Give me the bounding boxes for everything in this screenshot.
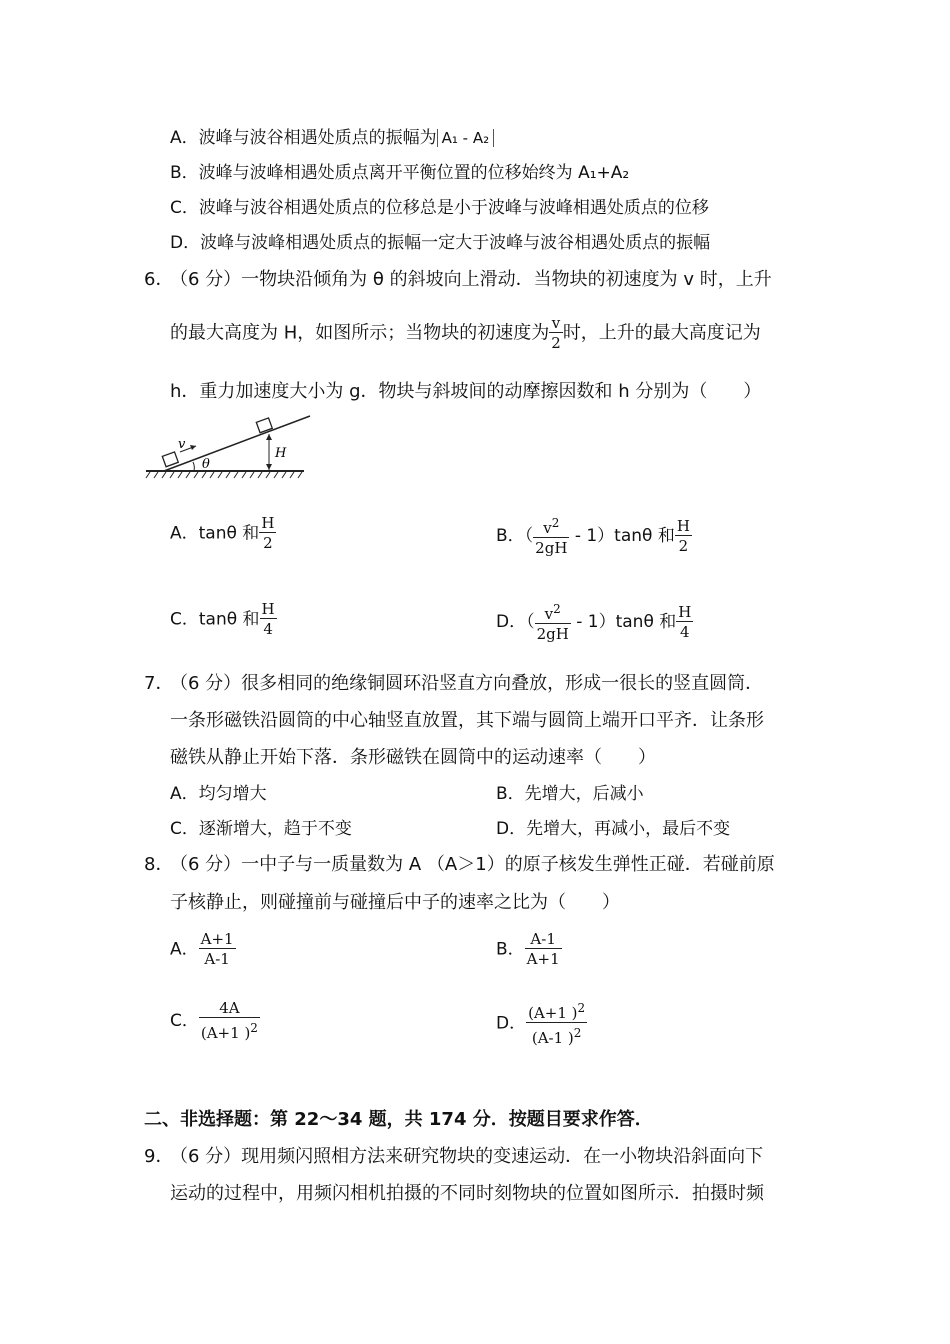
incline-figure [142, 412, 312, 482]
angle-label: θ [202, 457, 210, 472]
v: v [544, 605, 554, 623]
fraction [526, 999, 587, 1048]
text: 时，上升的最大高度记为 [562, 322, 761, 344]
numerator: H [261, 514, 275, 532]
q9-line-1: （6 分）现用频闪照相方法来研究物块的变速运动．在一小物块沿斜面向下 [170, 1146, 764, 1167]
q8-option-c [170, 999, 260, 1043]
q6-option-d [496, 600, 693, 644]
numerator [535, 600, 571, 624]
q7-line-2: 一条形磁铁沿圆筒的中心轴竖直放置，其下端与圆筒上端开口平齐．让条形 [170, 710, 764, 731]
numerator: 4A [199, 999, 260, 1018]
option-text: tanθ 和 [198, 523, 260, 544]
option-label: A． [170, 523, 199, 544]
numerator: H [261, 600, 275, 618]
paren: （ [524, 526, 534, 546]
incline-line [164, 416, 310, 471]
section-2-title: 二、非选择题：第 22～34 题，共 174 分．按题目要求作答． [144, 1109, 653, 1130]
exponent: 2 [250, 1021, 258, 1035]
option-label: C． [170, 198, 199, 218]
q9-number: 9． [144, 1146, 174, 1167]
q6-option-b [496, 514, 692, 558]
q7-option-d: D．先增大，再减小，最后不变 [496, 819, 731, 839]
option-text: 波峰与波峰相遇处质点的振幅一定大于波峰与波谷相遇处质点的振幅 [200, 233, 711, 253]
option-label: D． [496, 1013, 527, 1034]
fraction [675, 517, 692, 556]
q5-option-c [170, 196, 709, 220]
base: (A-1 ) [531, 1029, 574, 1047]
denominator: 4 [680, 622, 690, 641]
denominator: 4 [263, 620, 273, 638]
q8-option-a [170, 930, 236, 969]
text: 的最大高度为 H，如图所示；当物块的初速度为 [170, 322, 550, 344]
q7-line-3: 磁铁从静止开始下落．条形磁铁在圆筒中的运动速率（ ） [170, 747, 656, 768]
option-label: C． [170, 1011, 199, 1031]
option-label: B． [170, 163, 199, 183]
fraction [199, 930, 236, 969]
option-label: A． [170, 939, 199, 960]
q9-line-2: 运动的过程中，用频闪相机拍摄的不同时刻物块的位置如图所示．拍摄时频 [170, 1183, 764, 1204]
q5-option-a [170, 126, 494, 150]
q8-line-1: （6 分）一中子与一质量数为 A （A＞1）的原子核发生弹性正碰．若碰前原 [170, 854, 775, 875]
exponent: 2 [573, 1026, 582, 1040]
q8-line-2: 子核静止，则碰撞前与碰撞后中子的速率之比为（ ） [170, 892, 620, 913]
fraction [199, 999, 260, 1043]
fraction-v2-over-2gH [535, 600, 571, 644]
numerator: A-1 [525, 930, 562, 949]
base: (A+1 ) [528, 1004, 578, 1022]
q5-option-b [170, 161, 629, 185]
angle-arc [193, 462, 194, 471]
q8-option-b [496, 930, 562, 969]
q7-option-a: A．均匀增大 [170, 784, 267, 804]
q7-option-b: B．先增大，后减小 [496, 784, 644, 804]
denominator: 2 [263, 534, 273, 552]
exponent: 2 [551, 516, 560, 530]
paren: （ [526, 612, 535, 632]
option-label: B． [496, 526, 525, 546]
q6-option-a [170, 514, 276, 553]
option-text: 波峰与波谷相遇处质点的振幅为 [198, 128, 437, 148]
denominator: 2 [678, 536, 689, 555]
option-label: C． [170, 609, 199, 630]
numerator [533, 514, 569, 538]
height-arrow-bottom [266, 464, 272, 470]
option-label: B． [496, 939, 525, 960]
exponent: 2 [553, 602, 561, 616]
fraction [259, 514, 276, 553]
denominator: A-1 [204, 950, 230, 968]
fraction [525, 930, 562, 969]
denominator: 2gH [536, 625, 569, 643]
base: (A+1 ) [200, 1024, 251, 1042]
option-text: 波峰与波峰相遇处质点离开平衡位置的位移始终为 A₁+A₂ [198, 163, 630, 183]
q6-line-3: h．重力加速度大小为 g．物块与斜坡间的动摩擦因数和 h 分别为（ ） [170, 381, 762, 402]
denominator: 2gH [535, 539, 568, 557]
v: v [543, 519, 552, 537]
numerator [526, 999, 587, 1023]
q7-option-c: C．逐渐增大，趋于不变 [170, 819, 352, 839]
q6-number: 6． [144, 269, 174, 290]
option-text: - 1）tanθ 和 [576, 612, 677, 632]
velocity-label: v [178, 437, 186, 452]
q6-line-2 [170, 314, 761, 353]
option-label: A． [170, 128, 199, 148]
option-label: D． [496, 612, 527, 632]
fraction [676, 603, 693, 642]
block-bottom [162, 452, 178, 467]
denominator: A+1 [526, 950, 560, 968]
option-text: 波峰与波谷相遇处质点的位移总是小于波峰与波峰相遇处质点的位移 [198, 198, 709, 218]
numerator: v [549, 314, 563, 333]
option-label: D． [170, 233, 201, 253]
fraction [260, 600, 277, 639]
exponent: 2 [577, 1001, 586, 1015]
numerator: H [678, 602, 692, 621]
denominator [199, 1018, 260, 1043]
abs-value-expression: A₁ - A₂ [437, 129, 495, 147]
q5-option-d [170, 231, 710, 255]
numerator: A+1 [200, 930, 234, 948]
q6-option-c [170, 600, 277, 639]
q7-line-1: （6 分）很多相同的绝缘铜圆环沿竖直方向叠放，形成一很长的竖直圆筒． [170, 673, 764, 694]
option-text: tanθ 和 [198, 609, 260, 630]
q8-number: 8． [144, 854, 174, 875]
numerator: H [676, 516, 690, 535]
q8-option-d [496, 999, 587, 1048]
fraction-v-over-2 [549, 314, 563, 353]
option-text: - 1）tanθ 和 [574, 526, 675, 546]
fraction-v2-over-2gH [533, 514, 569, 558]
q6-line-1: （6 分）一物块沿倾角为 θ 的斜坡向上滑动．当物块的初速度为 v 时，上升 [170, 269, 772, 290]
denominator: 2 [551, 334, 561, 352]
ground-hatching [146, 472, 302, 478]
q7-number: 7． [144, 673, 174, 694]
denominator [526, 1023, 587, 1048]
height-label: H [275, 446, 287, 461]
height-arrow-top [266, 434, 272, 440]
